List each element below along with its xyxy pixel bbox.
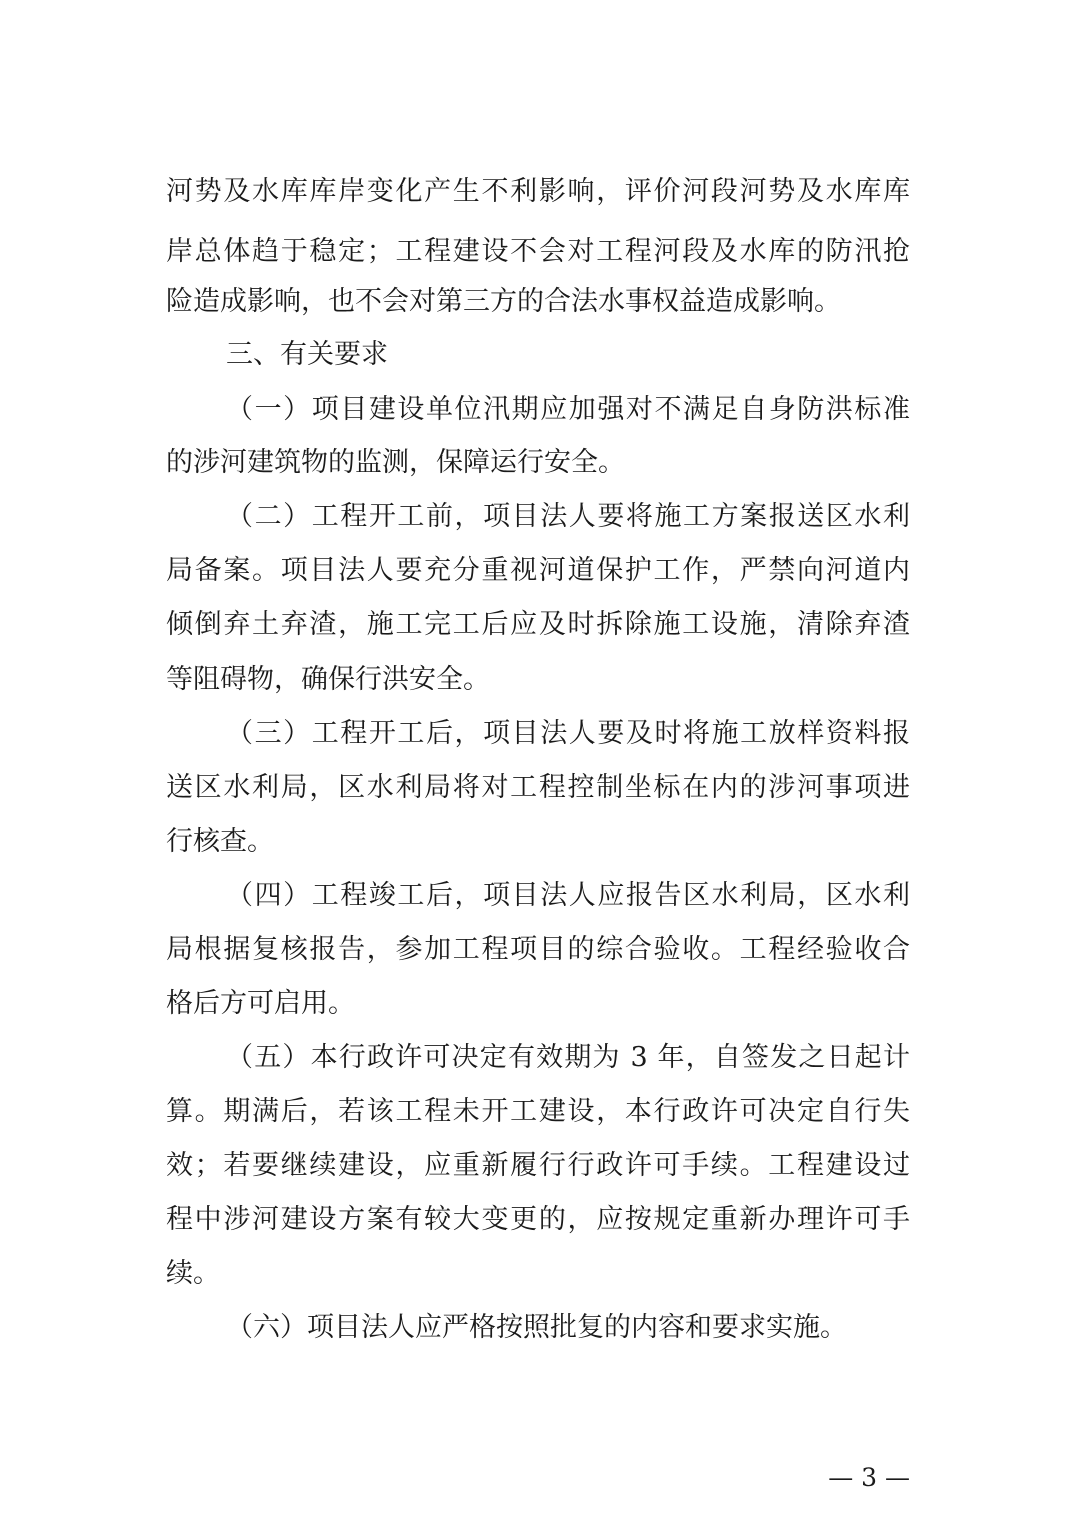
paragraph-line: 岸总体趋于稳定；工程建设不会对工程河段及水库的防汛抢 xyxy=(166,236,910,267)
paragraph-line: （三）工程开工后，项目法人要及时将施工放样资料报 xyxy=(226,718,910,749)
paragraph-line: 等阻碍物，确保行洪安全。 xyxy=(166,664,490,695)
paragraph-line: （二）工程开工前，项目法人要将施工方案报送区水利 xyxy=(226,501,910,532)
paragraph-line: 局根据复核报告，参加工程项目的综合验收。工程经验收合 xyxy=(166,934,910,965)
paragraph-line: （六）项目法人应严格按照批复的内容和要求实施。 xyxy=(226,1312,847,1343)
paragraph-line: 送区水利局，区水利局将对工程控制坐标在内的涉河事项进 xyxy=(166,772,910,803)
paragraph-line: 行核查。 xyxy=(166,826,274,857)
page-number: — 3 — xyxy=(828,1463,910,1492)
paragraph-line: 续。 xyxy=(166,1258,220,1289)
paragraph-line: 程中涉河建设方案有较大变更的，应按规定重新办理许可手 xyxy=(166,1204,910,1235)
paragraph-line: 局备案。项目法人要充分重视河道保护工作，严禁向河道内 xyxy=(166,555,910,586)
paragraph-line: 倾倒弃土弃渣，施工完工后应及时拆除施工设施，清除弃渣 xyxy=(166,609,910,640)
paragraph-line: 格后方可启用。 xyxy=(166,988,355,1019)
section-heading: 三、有关要求 xyxy=(226,339,388,370)
paragraph-line: （一）项目建设单位汛期应加强对不满足自身防洪标准 xyxy=(226,394,910,425)
paragraph-line: 河势及水库库岸变化产生不利影响，评价河段河势及水库库 xyxy=(166,176,910,207)
paragraph-line: 算。期满后，若该工程未开工建设，本行政许可决定自行失 xyxy=(166,1096,910,1127)
paragraph-line: 险造成影响，也不会对第三方的合法水事权益造成影响。 xyxy=(166,286,841,317)
paragraph-line: 的涉河建筑物的监测，保障运行安全。 xyxy=(166,447,625,478)
paragraph-line: 效；若要继续建设，应重新履行行政许可手续。工程建设过 xyxy=(166,1150,910,1181)
paragraph-line: （四）工程竣工后，项目法人应报告区水利局，区水利 xyxy=(226,880,910,911)
paragraph-line: （五）本行政许可决定有效期为 3 年，自签发之日起计 xyxy=(226,1042,910,1073)
